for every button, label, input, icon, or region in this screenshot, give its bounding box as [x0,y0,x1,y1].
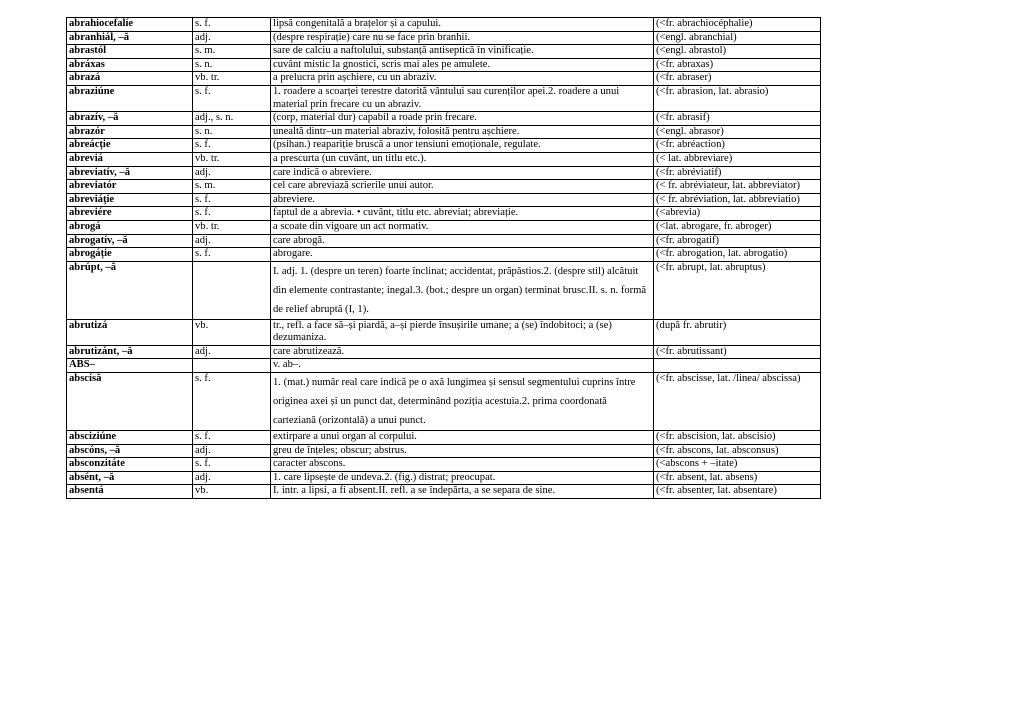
etymology-cell: (<fr. abrasif) [654,112,821,126]
term-cell: abscóns, –ă [67,444,193,458]
table-row [67,220,821,234]
pos-cell [193,359,271,373]
pos-cell: s. f. [193,139,271,153]
definition-cell: a scoate din vigoare un act normativ. [271,220,654,234]
etymology-cell: (<engl. abranchial) [654,31,821,45]
pos-cell: s. n. [193,58,271,72]
term-cell: abreviatór [67,180,193,194]
table-row [67,261,821,319]
pos-cell: s. f. [193,373,271,431]
pos-cell: vb. tr. [193,152,271,166]
pos-cell: adj. [193,345,271,359]
table-row [67,471,821,485]
table-row [67,58,821,72]
etymology-cell: (<fr. abrutissant) [654,345,821,359]
term-cell: absentá [67,485,193,499]
term-cell: abrazá [67,72,193,86]
term-cell: absént, –ă [67,471,193,485]
pos-cell: s. f. [193,18,271,32]
definition-cell: unealtă dintr–un material abraziv, folosită pentru așchiere. [271,125,654,139]
table-row [67,112,821,126]
term-cell: abráxas [67,58,193,72]
etymology-cell: (<engl. abrastol) [654,45,821,59]
definition-cell: care indică o abreviere. [271,166,654,180]
etymology-cell: (< fr. abréviateur, lat. abbreviator) [654,180,821,194]
definition-cell: (corp, material dur) capabil a roade prin frecare. [271,112,654,126]
pos-cell: vb. [193,485,271,499]
etymology-cell: (<fr. abraxas) [654,58,821,72]
term-cell: ABS– [67,359,193,373]
term-cell: abrúpt, –ă [67,261,193,319]
term-cell: abrogá [67,220,193,234]
etymology-cell: (< lat. abbreviare) [654,152,821,166]
definition-cell: 1. care lipsește de undeva.2. (fig.) distrat; preocupat. [271,471,654,485]
table-row [67,180,821,194]
term-cell: absciziúne [67,431,193,445]
table-row [67,207,821,221]
term-cell: abrutizánt, –ă [67,345,193,359]
etymology-cell: (<fr. absenter, lat. absentare) [654,485,821,499]
pos-cell: adj., s. n. [193,112,271,126]
pos-cell: vb. [193,319,271,345]
definition-cell: I. adj. 1. (despre un teren) foarte înclinat; accidentat, prăpăstios.2. (despre stil) alcătuit din elemente contrastante; inegal.3. (bot.; despre un organ) terminat brusc.II. s. n. formă de relief abruptă (I, 1). [271,261,654,319]
etymology-cell: (< fr. abréviation, lat. abbreviatio) [654,193,821,207]
table-row [67,45,821,59]
etymology-cell: (<fr. abraser) [654,72,821,86]
definition-cell: v. ab–. [271,359,654,373]
pos-cell: vb. tr. [193,220,271,234]
term-cell: abrastól [67,45,193,59]
term-cell: abrogatív, –ă [67,234,193,248]
pos-cell: s. f. [193,458,271,472]
etymology-cell: (<fr. abscons, lat. absconsus) [654,444,821,458]
table-row [67,359,821,373]
pos-cell: adj. [193,444,271,458]
term-cell: abranhiál, –ă [67,31,193,45]
pos-cell: adj. [193,471,271,485]
table-row [67,373,821,431]
definition-cell: I. intr. a lipsi, a fi absent.II. refl. a se îndepărta, a se separa de sine. [271,485,654,499]
term-cell: abreácție [67,139,193,153]
etymology-cell: (<fr. abrasion, lat. abrasio) [654,85,821,111]
etymology-cell: (<fr. abréviatif) [654,166,821,180]
etymology-cell: (<fr. abscision, lat. abscisio) [654,431,821,445]
definition-cell: extirpare a unui organ al corpului. [271,431,654,445]
table-row [67,85,821,111]
term-cell: abrutizá [67,319,193,345]
definition-cell: 1. roadere a scoarței terestre datorită vântului sau curenților apei.2. roadere a unui material prin frecare cu un abraziv. [271,85,654,111]
etymology-cell: (<fr. abréaction) [654,139,821,153]
etymology-cell: (<fr. absent, lat. absens) [654,471,821,485]
term-cell: abreviá [67,152,193,166]
table-row [67,152,821,166]
definition-cell: greu de înțeles; obscur; abstrus. [271,444,654,458]
term-cell: abrahiocefalíe [67,18,193,32]
table-row [67,345,821,359]
term-cell: abraziúne [67,85,193,111]
table-row [67,485,821,499]
etymology-cell: (<engl. abrasor) [654,125,821,139]
pos-cell: s. f. [193,193,271,207]
table-row [67,431,821,445]
table-row [67,193,821,207]
etymology-cell: (<abrevia) [654,207,821,221]
table-row [67,166,821,180]
etymology-cell: (<fr. abrupt, lat. abruptus) [654,261,821,319]
definition-cell: 1. (mat.) număr real care indică pe o axă lungimea și sensul segmentului cuprins între originea axei și un punct dat, determinând poziția acestuia.2. prima coordonată carteziană (orizontală) a unui punct. [271,373,654,431]
definition-cell: faptul de a abrevia. • cuvânt, titlu etc. abreviat; abreviație. [271,207,654,221]
table-row [67,248,821,262]
pos-cell: s. f. [193,431,271,445]
definition-cell: tr., refl. a face să–și piardă, a–și pierde însușirile umane; a (se) îndobitoci; a (se) dezumaniza. [271,319,654,345]
definition-cell: care abrutizează. [271,345,654,359]
table-row [67,18,821,32]
etymology-cell: (<fr. abrachiocéphalie) [654,18,821,32]
term-cell: abreviáție [67,193,193,207]
term-cell: abreviére [67,207,193,221]
table-row [67,125,821,139]
term-cell: abrazór [67,125,193,139]
pos-cell: s. f. [193,248,271,262]
definition-cell: (despre respirație) care nu se face prin branhii. [271,31,654,45]
etymology-cell: (<lat. abrogare, fr. abroger) [654,220,821,234]
definition-cell: caracter abscons. [271,458,654,472]
pos-cell: vb. tr. [193,72,271,86]
definition-cell: sare de calciu a naftolului, substanță antiseptică în vinificație. [271,45,654,59]
etymology-cell: (<fr. abscisse, lat. /linea/ abscissa) [654,373,821,431]
definition-cell: lipsă congenitală a brațelor și a capului. [271,18,654,32]
table-row [67,31,821,45]
table-row [67,234,821,248]
definition-cell: cel care abreviază scrierile unui autor. [271,180,654,194]
dictionary-table [66,17,821,499]
pos-cell: adj. [193,166,271,180]
table-row [67,444,821,458]
etymology-cell: (după fr. abrutir) [654,319,821,345]
table-row [67,72,821,86]
pos-cell: s. f. [193,207,271,221]
definition-cell: (psihan.) reapariție bruscă a unor tensiuni emoționale, regulate. [271,139,654,153]
etymology-cell: (<abscons + –itate) [654,458,821,472]
definition-cell: abreviere. [271,193,654,207]
etymology-cell: (<fr. abrogation, lat. abrogatio) [654,248,821,262]
definition-cell: a prelucra prin așchiere, cu un abraziv. [271,72,654,86]
pos-cell [193,261,271,319]
definition-cell: a prescurta (un cuvânt, un titlu etc.). [271,152,654,166]
pos-cell: s. n. [193,125,271,139]
table-row [67,139,821,153]
term-cell: abrazív, –ă [67,112,193,126]
etymology-cell: (<fr. abrogatif) [654,234,821,248]
pos-cell: s. m. [193,45,271,59]
pos-cell: adj. [193,31,271,45]
etymology-cell [654,359,821,373]
table-row [67,319,821,345]
term-cell: abscísă [67,373,193,431]
table-row [67,458,821,472]
pos-cell: s. m. [193,180,271,194]
definition-cell: care abrogă. [271,234,654,248]
term-cell: absconzitáte [67,458,193,472]
term-cell: abreviatív, –ă [67,166,193,180]
term-cell: abrogáție [67,248,193,262]
pos-cell: adj. [193,234,271,248]
definition-cell: abrogare. [271,248,654,262]
pos-cell: s. f. [193,85,271,111]
definition-cell: cuvânt mistic la gnostici, scris mai ales pe amulete. [271,58,654,72]
